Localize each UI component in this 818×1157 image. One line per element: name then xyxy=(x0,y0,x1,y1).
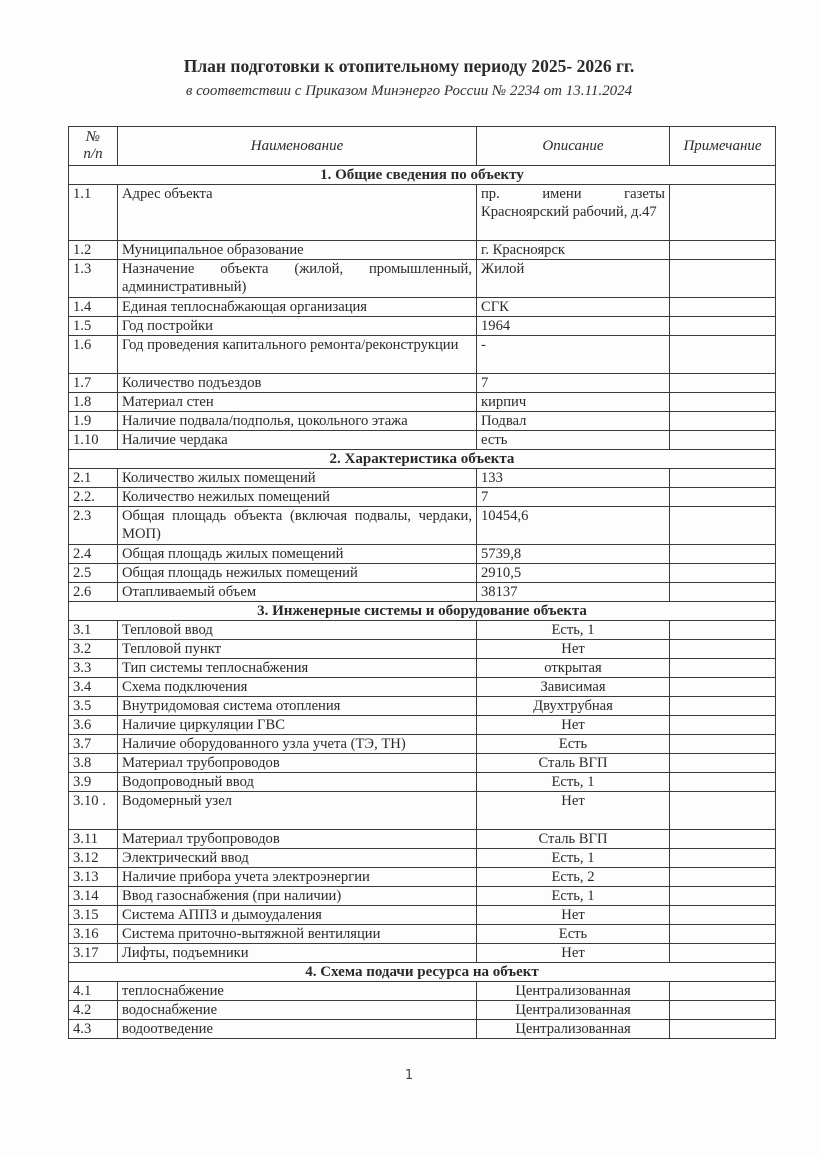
row-note xyxy=(670,488,776,507)
row-note xyxy=(670,659,776,678)
row-name: Наличие чердака xyxy=(118,431,477,450)
header-num xyxy=(69,127,118,166)
row-description: кирпич xyxy=(477,393,670,412)
table-row xyxy=(69,716,776,735)
row-number: 1.9 xyxy=(69,412,118,431)
row-name: Отапливаемый объем xyxy=(118,583,477,602)
row-description: открытая xyxy=(477,659,670,678)
row-number: 3.1 xyxy=(69,621,118,640)
row-name: Единая теплоснабжающая организация xyxy=(118,298,477,317)
table-row xyxy=(69,469,776,488)
row-note xyxy=(670,1020,776,1039)
table-row xyxy=(69,507,776,545)
page-number: 1 xyxy=(404,1068,414,1083)
row-description: Есть, 1 xyxy=(477,887,670,906)
row-number: 4.3 xyxy=(69,1020,118,1039)
row-number: 3.14 xyxy=(69,887,118,906)
row-number: 2.4 xyxy=(69,545,118,564)
row-description: Сталь ВГП xyxy=(477,830,670,849)
row-name: Тепловой ввод xyxy=(118,621,477,640)
table-row xyxy=(69,735,776,754)
row-number: 3.17 xyxy=(69,944,118,963)
row-name: Внутридомовая система отопления xyxy=(118,697,477,716)
row-description: Есть, 2 xyxy=(477,868,670,887)
row-name: Адрес объекта xyxy=(118,185,477,241)
row-note xyxy=(670,716,776,735)
row-number: 2.5 xyxy=(69,564,118,583)
header-num-line1: № xyxy=(85,129,101,145)
row-number: 3.6 xyxy=(69,716,118,735)
table-header-row xyxy=(69,127,776,166)
section-header-row xyxy=(69,450,776,469)
table-row xyxy=(69,298,776,317)
row-number: 3.7 xyxy=(69,735,118,754)
row-name: Ввод газоснабжения (при наличии) xyxy=(118,887,477,906)
table-row xyxy=(69,792,776,830)
row-number: 3.10 . xyxy=(69,792,118,830)
row-name: Материал трубопроводов xyxy=(118,830,477,849)
row-name: Количество жилых помещений xyxy=(118,469,477,488)
row-name: Электрический ввод xyxy=(118,849,477,868)
row-description: 1964 xyxy=(477,317,670,336)
row-number: 1.2 xyxy=(69,241,118,260)
row-name: Количество подъездов xyxy=(118,374,477,393)
row-number: 2.2. xyxy=(69,488,118,507)
row-number: 3.16 xyxy=(69,925,118,944)
row-name: Водомерный узел xyxy=(118,792,477,830)
row-name: Год постройки xyxy=(118,317,477,336)
row-description: Централизованная xyxy=(477,982,670,1001)
row-note xyxy=(670,849,776,868)
row-description: Сталь ВГП xyxy=(477,754,670,773)
table-row xyxy=(69,488,776,507)
row-name: Тип системы теплоснабжения xyxy=(118,659,477,678)
table-row xyxy=(69,393,776,412)
row-name: Тепловой пункт xyxy=(118,640,477,659)
header-description: Описание xyxy=(477,127,670,166)
row-number: 2.6 xyxy=(69,583,118,602)
section-title: 1. Общие сведения по объекту xyxy=(69,166,776,185)
row-description: 38137 xyxy=(477,583,670,602)
table-row xyxy=(69,697,776,716)
table-row xyxy=(69,412,776,431)
row-description: есть xyxy=(477,431,670,450)
table-row xyxy=(69,583,776,602)
row-name: Наличие циркуляции ГВС xyxy=(118,716,477,735)
row-number: 3.5 xyxy=(69,697,118,716)
row-note xyxy=(670,754,776,773)
row-description: Нет xyxy=(477,944,670,963)
row-note xyxy=(670,1001,776,1020)
row-note xyxy=(670,374,776,393)
row-number: 3.13 xyxy=(69,868,118,887)
row-name: Общая площадь нежилых помещений xyxy=(118,564,477,583)
table-row xyxy=(69,925,776,944)
row-number: 2.3 xyxy=(69,507,118,545)
table-row xyxy=(69,1001,776,1020)
row-number: 2.1 xyxy=(69,469,118,488)
table-row xyxy=(69,185,776,241)
row-name: Схема подключения xyxy=(118,678,477,697)
row-number: 3.9 xyxy=(69,773,118,792)
section-header-row xyxy=(69,166,776,185)
row-note xyxy=(670,507,776,545)
row-name: Количество нежилых помещений xyxy=(118,488,477,507)
document-title: План подготовки к отопительному периоду 2025- 2026 гг. xyxy=(183,56,635,76)
row-description: 5739,8 xyxy=(477,545,670,564)
row-note xyxy=(670,469,776,488)
row-name: Наличие прибора учета электроэнергии xyxy=(118,868,477,887)
row-note xyxy=(670,260,776,298)
row-note xyxy=(670,792,776,830)
row-description: 2910,5 xyxy=(477,564,670,583)
row-name: Наличие оборудованного узла учета (ТЭ, ТН) xyxy=(118,735,477,754)
row-number: 3.2 xyxy=(69,640,118,659)
table-row xyxy=(69,317,776,336)
row-description: СГК xyxy=(477,298,670,317)
row-number: 1.7 xyxy=(69,374,118,393)
row-name: Год проведения капитального ремонта/реконструкции xyxy=(118,336,477,374)
row-number: 1.1 xyxy=(69,185,118,241)
row-description: 7 xyxy=(477,488,670,507)
row-note xyxy=(670,393,776,412)
row-note xyxy=(670,412,776,431)
table-row xyxy=(69,868,776,887)
row-note xyxy=(670,317,776,336)
row-note xyxy=(670,583,776,602)
row-note xyxy=(670,241,776,260)
row-note xyxy=(670,868,776,887)
row-note xyxy=(670,621,776,640)
table-row xyxy=(69,830,776,849)
row-note xyxy=(670,298,776,317)
document-subtitle: в соответствии с Приказом Минэнерго России № 2234 от 13.11.2024 xyxy=(185,83,633,99)
row-description: Есть xyxy=(477,925,670,944)
row-note xyxy=(670,830,776,849)
table-row xyxy=(69,906,776,925)
row-note xyxy=(670,887,776,906)
row-description: Есть, 1 xyxy=(477,849,670,868)
section-title: 2. Характеристика объекта xyxy=(69,450,776,469)
table-row xyxy=(69,241,776,260)
row-description: Нет xyxy=(477,716,670,735)
row-note xyxy=(670,982,776,1001)
row-name: Назначение объекта (жилой, промышленный, административный) xyxy=(118,260,477,298)
table-row xyxy=(69,659,776,678)
header-num-line2: п/п xyxy=(83,146,103,162)
table-row xyxy=(69,640,776,659)
row-description: г. Красноярск xyxy=(477,241,670,260)
section-header-row xyxy=(69,602,776,621)
row-note xyxy=(670,925,776,944)
row-note xyxy=(670,678,776,697)
table-body xyxy=(69,166,776,1039)
row-number: 3.3 xyxy=(69,659,118,678)
row-name: Материал стен xyxy=(118,393,477,412)
row-note xyxy=(670,336,776,374)
row-number: 3.8 xyxy=(69,754,118,773)
row-number: 3.11 xyxy=(69,830,118,849)
row-description: Нет xyxy=(477,906,670,925)
table-row xyxy=(69,545,776,564)
row-description: Двухтрубная xyxy=(477,697,670,716)
row-note xyxy=(670,564,776,583)
table-row xyxy=(69,773,776,792)
row-note xyxy=(670,185,776,241)
row-name: Система приточно-вытяжной вентиляции xyxy=(118,925,477,944)
header-note: Примечание xyxy=(670,127,776,166)
section-title: 4. Схема подачи ресурса на объект xyxy=(69,963,776,982)
row-name: Система АППЗ и дымоудаления xyxy=(118,906,477,925)
row-name: Общая площадь объекта (включая подвалы, чердаки, МОП) xyxy=(118,507,477,545)
section-title: 3. Инженерные системы и оборудование объекта xyxy=(69,602,776,621)
row-note xyxy=(670,697,776,716)
row-number: 3.15 xyxy=(69,906,118,925)
row-description: 10454,6 xyxy=(477,507,670,545)
row-number: 4.2 xyxy=(69,1001,118,1020)
table-row xyxy=(69,754,776,773)
row-note xyxy=(670,944,776,963)
row-description: Централизованная xyxy=(477,1001,670,1020)
row-description: 133 xyxy=(477,469,670,488)
row-note xyxy=(670,545,776,564)
row-name: Наличие подвала/подполья, цокольного этажа xyxy=(118,412,477,431)
row-note xyxy=(670,735,776,754)
row-name: теплоснабжение xyxy=(118,982,477,1001)
row-description: Зависимая xyxy=(477,678,670,697)
row-name: Водопроводный ввод xyxy=(118,773,477,792)
table-row xyxy=(69,374,776,393)
row-number: 3.4 xyxy=(69,678,118,697)
row-number: 3.12 xyxy=(69,849,118,868)
table-row xyxy=(69,621,776,640)
row-description: Жилой xyxy=(477,260,670,298)
row-description: Подвал xyxy=(477,412,670,431)
row-name: водоотведение xyxy=(118,1020,477,1039)
row-name: Лифты, подъемники xyxy=(118,944,477,963)
row-note xyxy=(670,773,776,792)
row-number: 1.4 xyxy=(69,298,118,317)
table-row xyxy=(69,849,776,868)
row-description: пр. имени газеты Красноярский рабочий, д.47 xyxy=(477,185,670,241)
table-row xyxy=(69,336,776,374)
row-name: Общая площадь жилых помещений xyxy=(118,545,477,564)
row-number: 1.3 xyxy=(69,260,118,298)
row-name: Муниципальное образование xyxy=(118,241,477,260)
row-description: - xyxy=(477,336,670,374)
table-row xyxy=(69,678,776,697)
row-description: Есть xyxy=(477,735,670,754)
plan-table xyxy=(68,126,776,1039)
row-number: 4.1 xyxy=(69,982,118,1001)
table-row xyxy=(69,564,776,583)
row-description: Нет xyxy=(477,640,670,659)
row-number: 1.6 xyxy=(69,336,118,374)
row-note xyxy=(670,906,776,925)
row-description: Есть, 1 xyxy=(477,773,670,792)
row-number: 1.10 xyxy=(69,431,118,450)
row-note xyxy=(670,640,776,659)
row-name: водоснабжение xyxy=(118,1001,477,1020)
row-description: Нет xyxy=(477,792,670,830)
row-note xyxy=(670,431,776,450)
table-row xyxy=(69,944,776,963)
section-header-row xyxy=(69,963,776,982)
table-row xyxy=(69,982,776,1001)
row-description: Централизованная xyxy=(477,1020,670,1039)
row-description: Есть, 1 xyxy=(477,621,670,640)
table-row xyxy=(69,431,776,450)
row-description: 7 xyxy=(477,374,670,393)
row-number: 1.5 xyxy=(69,317,118,336)
table-row xyxy=(69,887,776,906)
row-name: Материал трубопроводов xyxy=(118,754,477,773)
header-name: Наименование xyxy=(118,127,477,166)
table-row xyxy=(69,260,776,298)
table-row xyxy=(69,1020,776,1039)
row-number: 1.8 xyxy=(69,393,118,412)
